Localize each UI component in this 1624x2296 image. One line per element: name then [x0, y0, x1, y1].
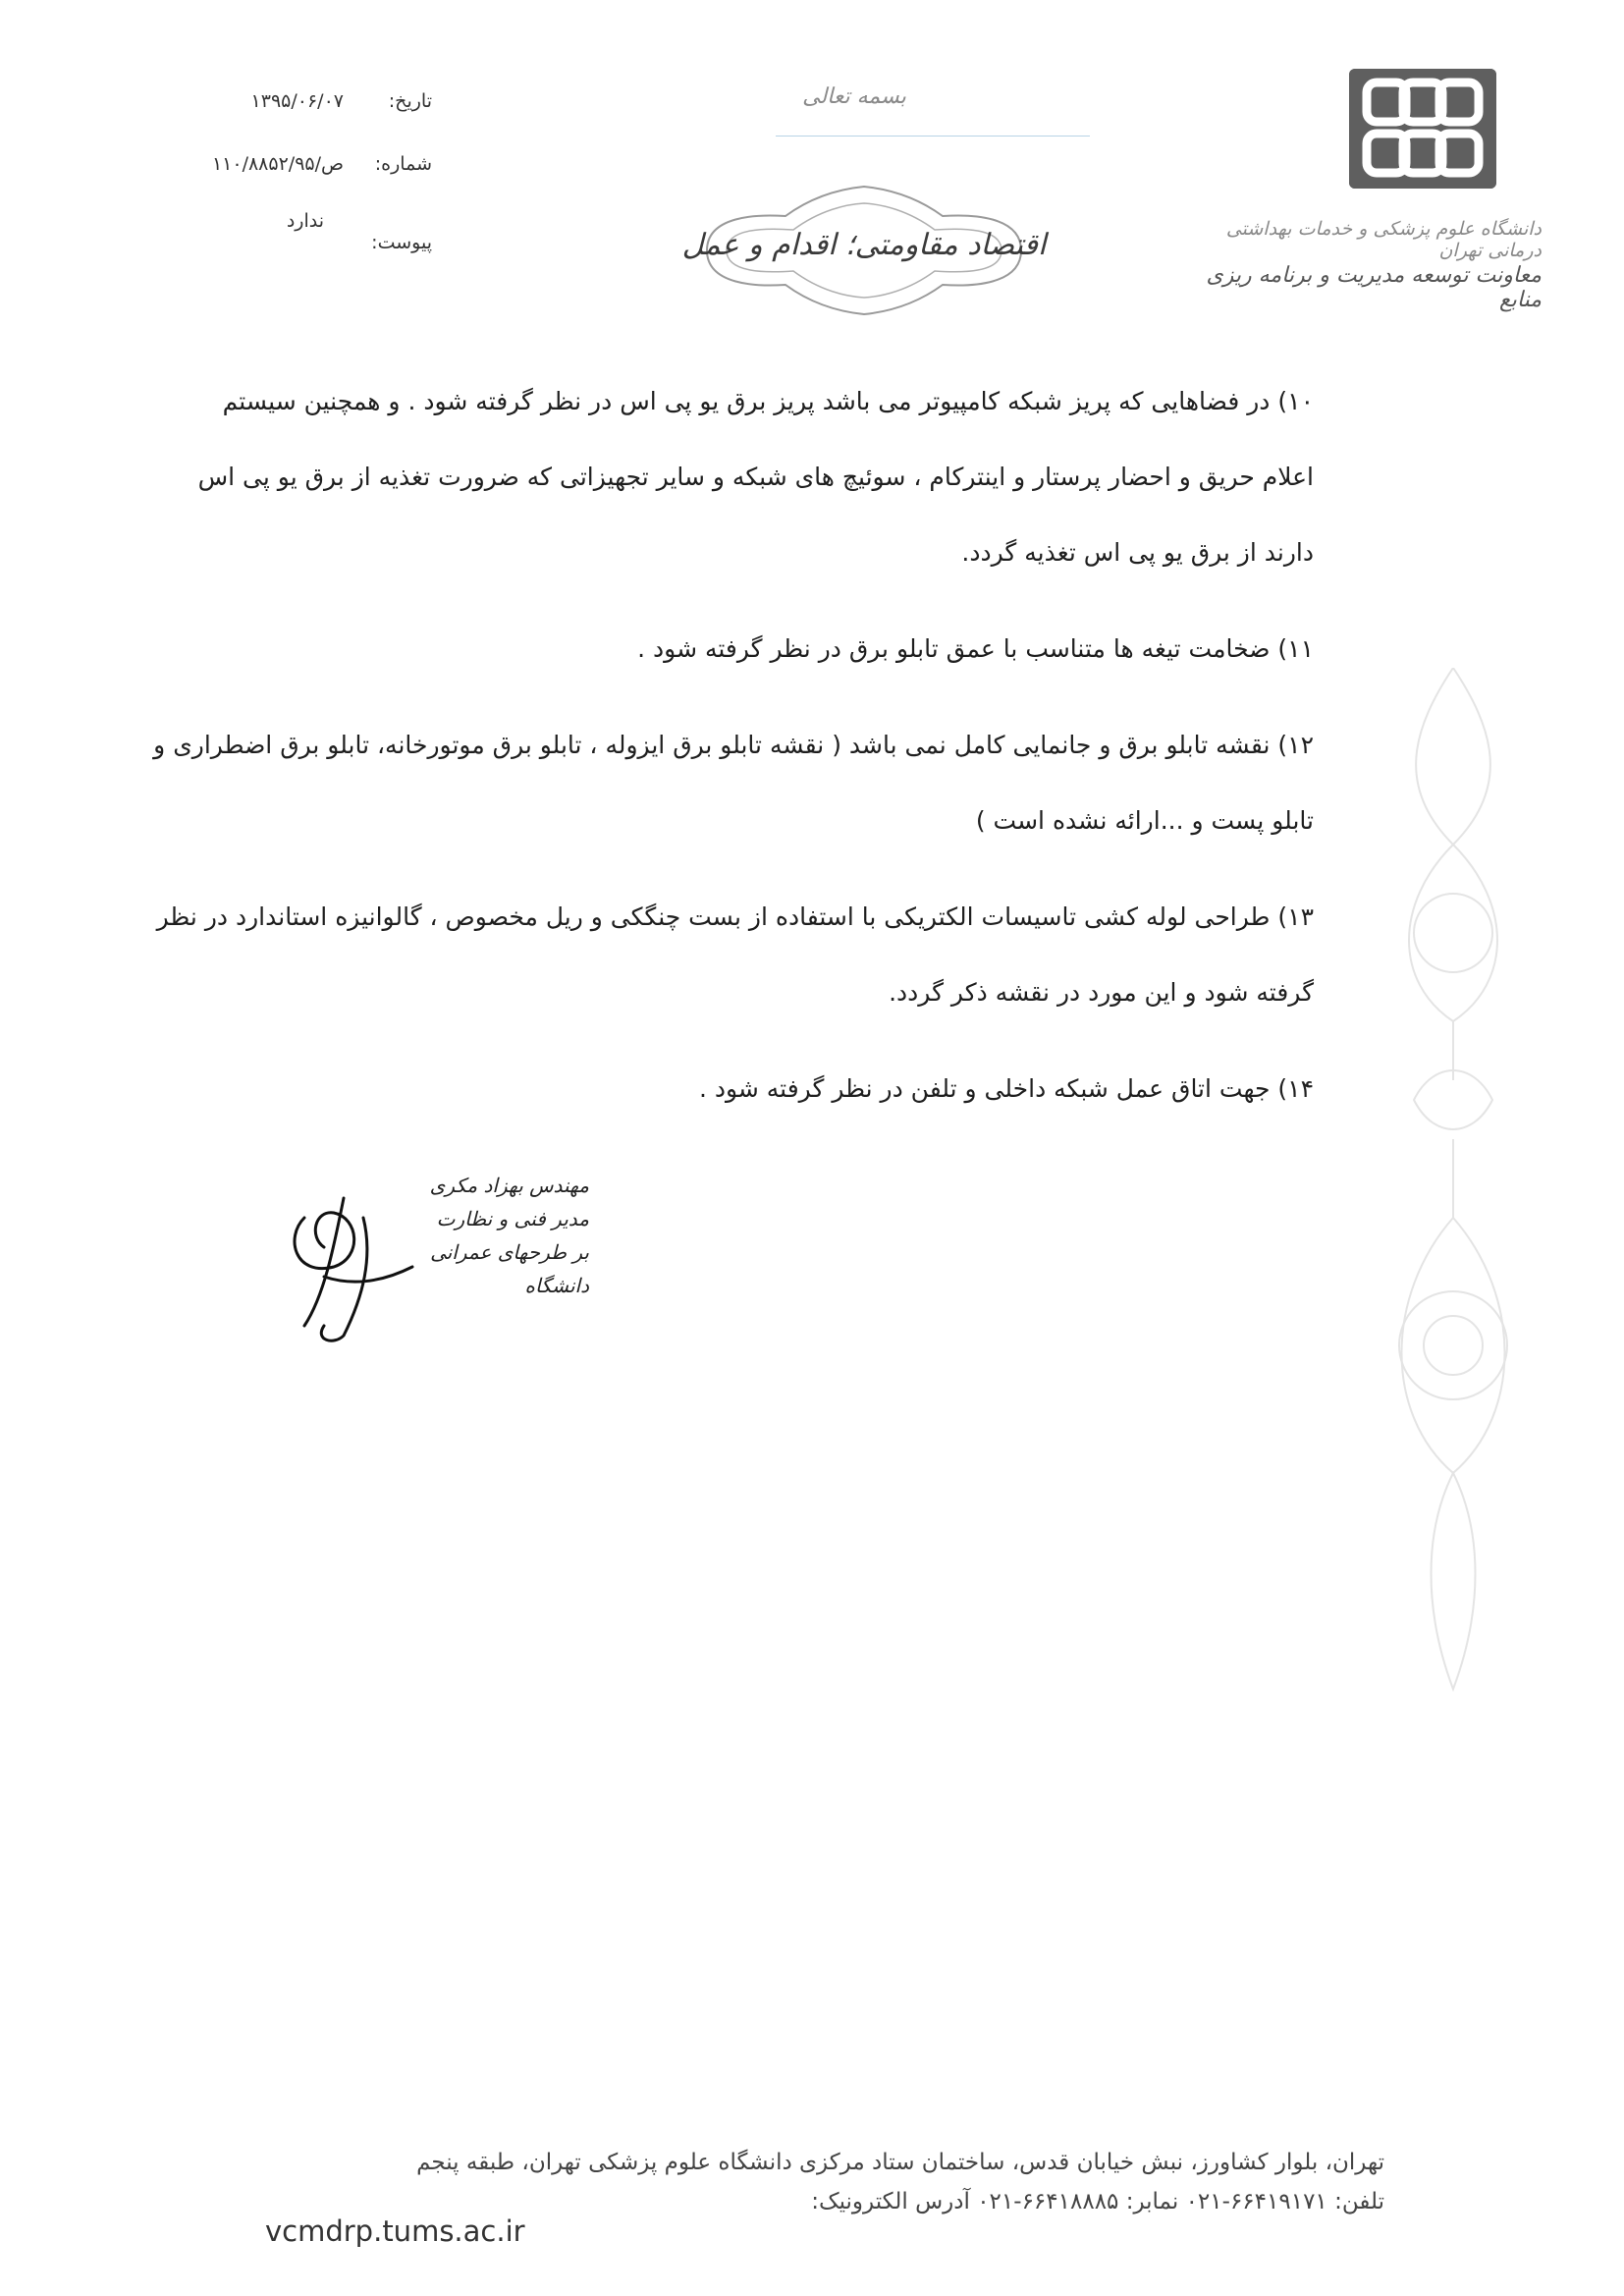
- attachment-value: ندارد: [286, 210, 324, 232]
- body-line: گرفته شود و این مورد در نقشه ذکر گردد.: [889, 978, 1314, 1007]
- body-line: ۱۳) طراحی لوله کشی تاسیسات الکتریکی با استفاده از بست چنگکی و ریل مخصوص ، گالوانیزه استاندارد در نظر: [156, 902, 1314, 931]
- deputy-name: معاونت توسعه مدیریت و برنامه ریزی منابع: [1206, 263, 1542, 312]
- university-name: دانشگاه علوم پزشکی و خدمات بهداشتی درمانی تهران: [1225, 218, 1542, 261]
- header-divider: [776, 136, 1090, 137]
- slogan-text: اقتصاد مقاومتی؛ اقدام و عمل: [681, 228, 1047, 262]
- signer-title: مدیر فنی و نظارت: [436, 1207, 589, 1230]
- footer-website-link[interactable]: vcmdrp.tums.ac.ir: [265, 2214, 525, 2248]
- decorative-ornament-icon: [1355, 668, 1551, 1699]
- footer-address: تهران، بلوار کشاورز، نبش خیابان قدس، ساختمان ستاد مرکزی دانشگاه علوم پزشکی تهران، طبقه پنجم: [416, 2150, 1384, 2175]
- list-item: [116, 1051, 1314, 1126]
- university-emblem-icon: [1349, 69, 1496, 189]
- number-value: ۱۱۰/۸۸۵۲/ص/۹۵: [211, 153, 344, 175]
- date-label: تاریخ:: [388, 90, 432, 112]
- slogan-cartouche: [677, 177, 1051, 324]
- list-item: [116, 363, 1314, 590]
- body-line: ۱۲) نقشه تابلو برق و جانمایی کامل نمی باشد ( نقشه تابلو برق ایزوله ، تابلو برق موتورخانه، تابلو برق اضطراری و: [153, 731, 1314, 759]
- letter-body: [116, 363, 1314, 1147]
- signature-block: [265, 1159, 589, 1355]
- number-label: شماره:: [374, 153, 432, 175]
- attachment-label: پیوست:: [371, 232, 432, 253]
- signer-name: مهندس بهزاد مکری: [429, 1174, 589, 1197]
- body-line: ۱۱) ضخامت تیغه ها متناسب با عمق تابلو برق در نظر گرفته شود .: [637, 634, 1314, 663]
- invocation-heading: بسمه تعالی: [802, 84, 906, 109]
- body-line: اعلام حریق و احضار پرستار و اینترکام ، سوئیچ های شبکه و سایر تجهیزاتی که ضرورت تغذیه از برق یو پی اس: [197, 463, 1314, 491]
- body-line: تابلو پست و ...ارائه نشده است ): [975, 806, 1314, 835]
- footer-contact: تلفن: ۶۶۴۱۹۱۷۱-۰۲۱ نمابر: ۶۶۴۱۸۸۸۵-۰۲۱ آدرس الکترونیک:: [811, 2189, 1384, 2214]
- university-logo: [1349, 69, 1496, 189]
- date-value: ۱۳۹۵/۰۶/۰۷: [250, 90, 344, 112]
- signer-department: بر طرحهای عمرانی دانشگاه: [430, 1240, 589, 1297]
- body-line: ۱۰) در فضاهایی که پریز شبکه کامپیوتر می باشد پریز برق یو پی اس در نظر گرفته شود . و همچنین سیستم: [222, 387, 1314, 415]
- list-item: [116, 879, 1314, 1030]
- list-item: [116, 611, 1314, 686]
- letter-footer: [265, 2143, 1384, 2221]
- body-line: دارند از برق یو پی اس تغذیه گردد.: [961, 538, 1314, 567]
- body-line: ۱۴) جهت اتاق عمل شبکه داخلی و تلفن در نظر گرفته شود .: [698, 1074, 1314, 1103]
- signature-text: [373, 1169, 589, 1302]
- list-item: [116, 707, 1314, 858]
